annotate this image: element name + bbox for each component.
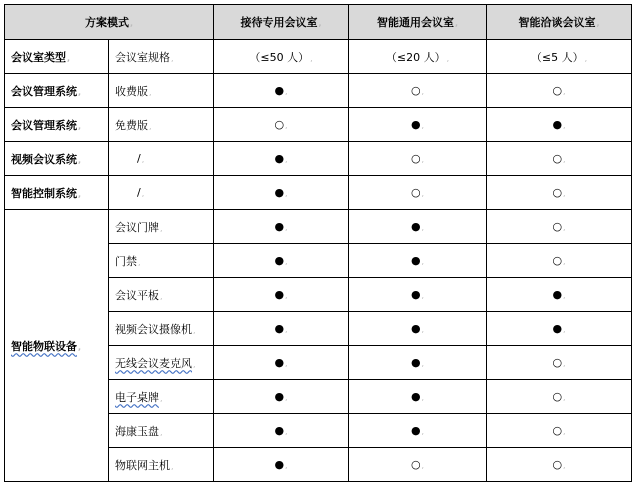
item-cell: 海康玉盘, xyxy=(109,414,214,448)
value-cell: ●, xyxy=(214,142,349,176)
value-cell: ●, xyxy=(487,108,632,142)
item-cell: 电子桌牌, xyxy=(109,380,214,414)
value-cell: （≤20 人）, xyxy=(349,40,487,74)
value-cell: ●, xyxy=(214,380,349,414)
value-cell: ○, xyxy=(487,448,632,482)
comparison-table xyxy=(4,4,632,482)
item-cell: 门禁, xyxy=(109,244,214,278)
item-cell: 会议平板, xyxy=(109,278,214,312)
category-cell: 视频会议系统, xyxy=(5,142,109,176)
item-cell: 无线会议麦克风, xyxy=(109,346,214,380)
value-cell: ●, xyxy=(214,346,349,380)
item-cell: 视频会议摄像机, xyxy=(109,312,214,346)
table-row xyxy=(5,108,632,142)
value-cell: ○, xyxy=(487,414,632,448)
item-cell: 会议门牌, xyxy=(109,210,214,244)
value-cell: ○, xyxy=(487,346,632,380)
category-cell-iot: 智能物联设备, xyxy=(5,210,109,482)
header-col1: 接待专用会议室, xyxy=(214,5,349,40)
value-cell: ●, xyxy=(349,210,487,244)
item-cell: 物联网主机, xyxy=(109,448,214,482)
item-cell: /, xyxy=(109,142,214,176)
value-cell: ●, xyxy=(349,346,487,380)
value-cell: ○, xyxy=(349,448,487,482)
value-cell: ●, xyxy=(214,210,349,244)
table-row xyxy=(5,210,632,244)
value-cell: ●, xyxy=(349,108,487,142)
category-cell: 会议管理系统, xyxy=(5,74,109,108)
value-cell: ●, xyxy=(214,448,349,482)
table-row xyxy=(5,176,632,210)
category-cell: 会议室类型, xyxy=(5,40,109,74)
header-mode: 方案模式, xyxy=(5,5,214,40)
header-row xyxy=(5,5,632,40)
item-cell: /, xyxy=(109,176,214,210)
value-cell: ●, xyxy=(487,278,632,312)
header-col2: 智能通用会议室, xyxy=(349,5,487,40)
category-cell: 智能控制系统, xyxy=(5,176,109,210)
value-cell: ○, xyxy=(214,108,349,142)
value-cell: ○, xyxy=(487,74,632,108)
value-cell: ○, xyxy=(487,142,632,176)
value-cell: ●, xyxy=(349,278,487,312)
value-cell: ○, xyxy=(349,176,487,210)
table-row xyxy=(5,40,632,74)
value-cell: ●, xyxy=(214,278,349,312)
value-cell: ○, xyxy=(487,380,632,414)
value-cell: ●, xyxy=(214,414,349,448)
value-cell: ●, xyxy=(349,244,487,278)
category-cell: 会议管理系统, xyxy=(5,108,109,142)
value-cell: ○, xyxy=(349,142,487,176)
table-row xyxy=(5,142,632,176)
value-cell: ○, xyxy=(487,210,632,244)
value-cell: ●, xyxy=(349,312,487,346)
value-cell: ●, xyxy=(214,176,349,210)
value-cell: ○, xyxy=(349,74,487,108)
value-cell: ●, xyxy=(487,312,632,346)
item-cell: 免费版, xyxy=(109,108,214,142)
table-row xyxy=(5,74,632,108)
value-cell: （≤50 人）, xyxy=(214,40,349,74)
header-col3: 智能洽谈会议室, xyxy=(487,5,632,40)
value-cell: ●, xyxy=(214,312,349,346)
item-cell: 会议室规格, xyxy=(109,40,214,74)
value-cell: ○, xyxy=(487,176,632,210)
value-cell: ●, xyxy=(214,244,349,278)
value-cell: ○, xyxy=(487,244,632,278)
value-cell: ●, xyxy=(214,74,349,108)
value-cell: ●, xyxy=(349,380,487,414)
value-cell: （≤5 人）, xyxy=(487,40,632,74)
item-cell: 收费版, xyxy=(109,74,214,108)
value-cell: ●, xyxy=(349,414,487,448)
